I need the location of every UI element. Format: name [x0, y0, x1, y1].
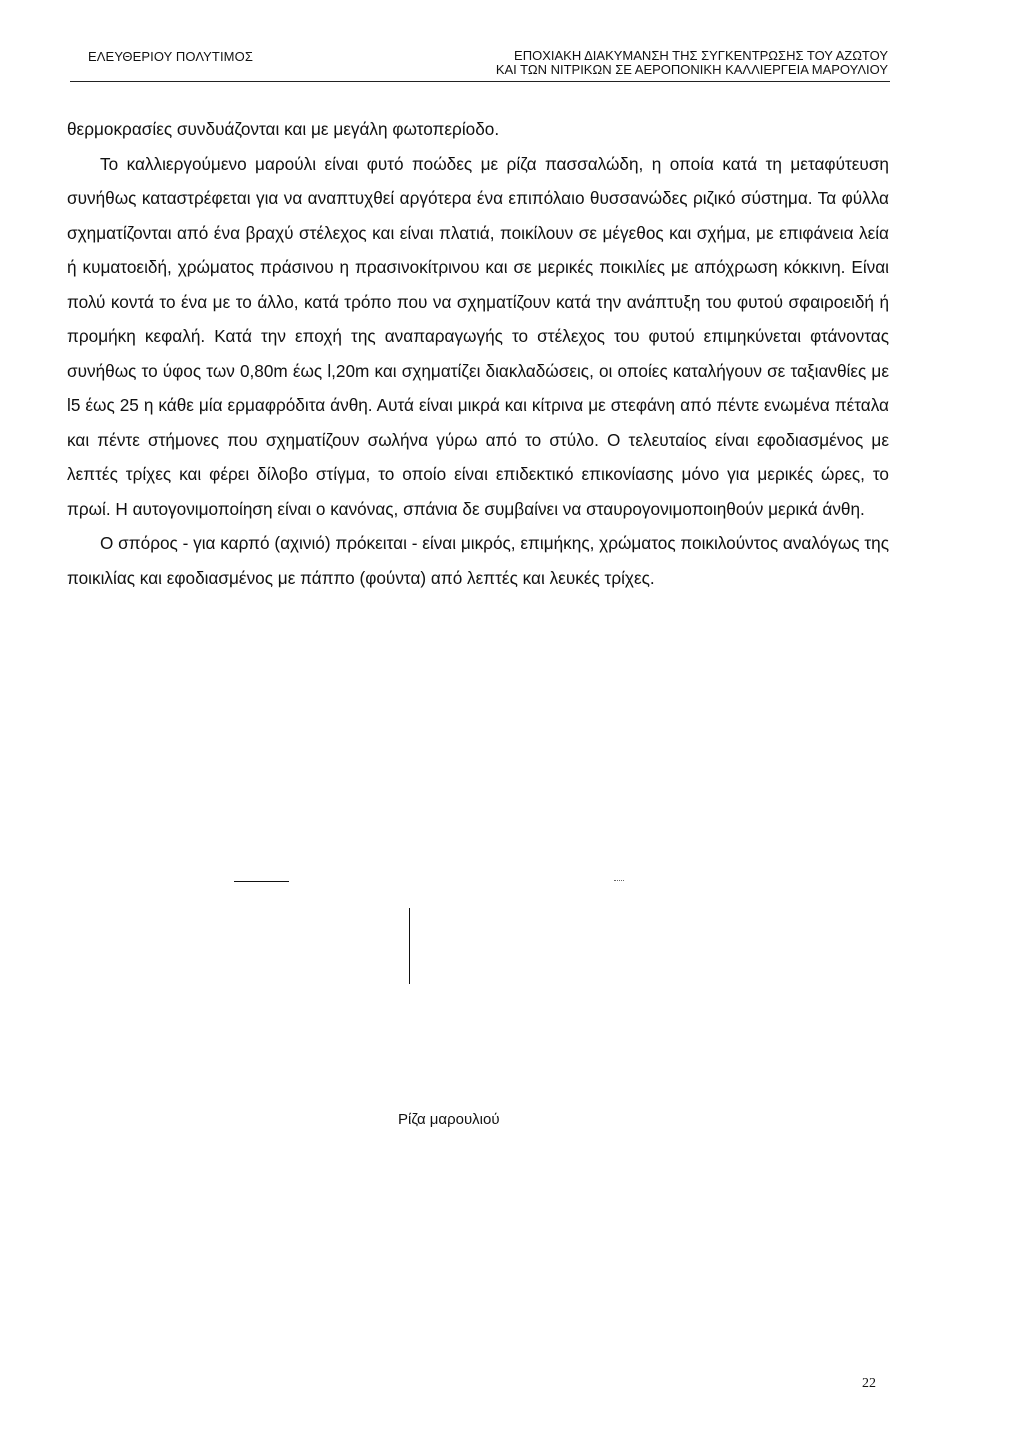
header-title	[496, 49, 888, 77]
figure-vertical-line	[409, 908, 410, 984]
paragraph-2: Το καλλιεργούμενο μαρούλι είναι φυτό ποώδες με ρίζα πασσαλώδη, η οποία κατά τη μεταφύτευση συνήθως καταστρέφεται για να αναπτυχθεί αργότερα ένα επιπόλαιο θυσσανώδες ριζικό σύστημα. Τα φύλλα σχηματίζονται από ένα βραχύ στέλεχος και είναι πλατιά, ποικίλουν σε μέγεθος και σχήμα, με επιφάνεια λεία ή κυματοειδή, χρώματος πράσινου η πρασινοκίτρινου και σε μερικές ποικιλίες με απόχρωση κόκκινη. Είναι πολύ κοντά το ένα με το άλλο, κατά τρόπο που να σχηματίζουν κατά την ανάπτυξη του φυτού σφαιροειδή ή προμήκη κεφαλή. Κατά την εποχή της αναπαραγωγής το στέλεχος του φυτού επιμηκύνεται φτάνοντας συνήθως το ύφος των 0,80m έως l,20m και σχηματίζει διακλαδώσεις, οι οποίες καταλήγουν σε ταξιανθίες με l5 έως 25 η κάθε μία ερμαφρόδιτα άνθη. Αυτά είναι μικρά και κίτρινα με στεφάνη από πέντε ενωμένα πέταλα και πέντε στήμονες που σχηματίζουν σωλήνα γύρω από το στύλο. Ο τελευταίος είναι εφοδιασμένος με λεπτές τρίχες και φέρει δίλοβο στίγμα, το οποίο είναι επιδεκτικό επικονίασης μόνο για μερικές ώρες, το πρωί. Η αυτογονιμοποίηση είναι ο κανόνας, σπάνια δε συμβαίνει να σταυρογονιμοποιηθούν μερικά άνθη.	[67, 153, 889, 519]
header-divider	[70, 81, 890, 82]
figure-line-mark	[234, 881, 289, 882]
page-number: 22	[862, 1376, 876, 1391]
figure-caption: Ρίζα μαρουλιού	[398, 1111, 500, 1128]
header-title-line-2: ΚΑΙ ΤΩΝ ΝΙΤΡΙΚΩΝ ΣΕ ΑΕΡΟΠΟΝΙΚΗ ΚΑΛΛΙΕΡΓΕΙΑ ΜΑΡΟΥΛΙΟΥ	[495, 62, 888, 77]
body-text	[67, 112, 889, 595]
paragraph-1: θερμοκρασίες συνδυάζονται και με μεγάλη φωτοπερίοδο.	[67, 119, 500, 139]
root-figure	[0, 860, 1024, 1180]
header-title-line-1: ΕΠΟΧΙΑΚΗ ΔΙΑΚΥΜΑΝΣΗ ΤΗΣ ΣΥΓΚΕΝΤΡΩΣΗΣ ΤΟΥ ΑΖΩΤΟΥ	[514, 48, 888, 63]
paragraph-3: Ο σπόρος - για καρπό (αχινιό) πρόκειται - είναι μικρός, επιμήκης, χρώματος ποικιλούντος αναλόγως της ποικιλίας και εφοδιασμένος με πάππο (φούντα) από λεπτές και λευκές τρίχες.	[67, 533, 889, 588]
header-author: ΕΛΕΥΘΕΡΙΟΥ ΠΟΛΥΤΙΜΟΣ	[88, 49, 253, 64]
figure-dot-mark	[614, 880, 624, 881]
